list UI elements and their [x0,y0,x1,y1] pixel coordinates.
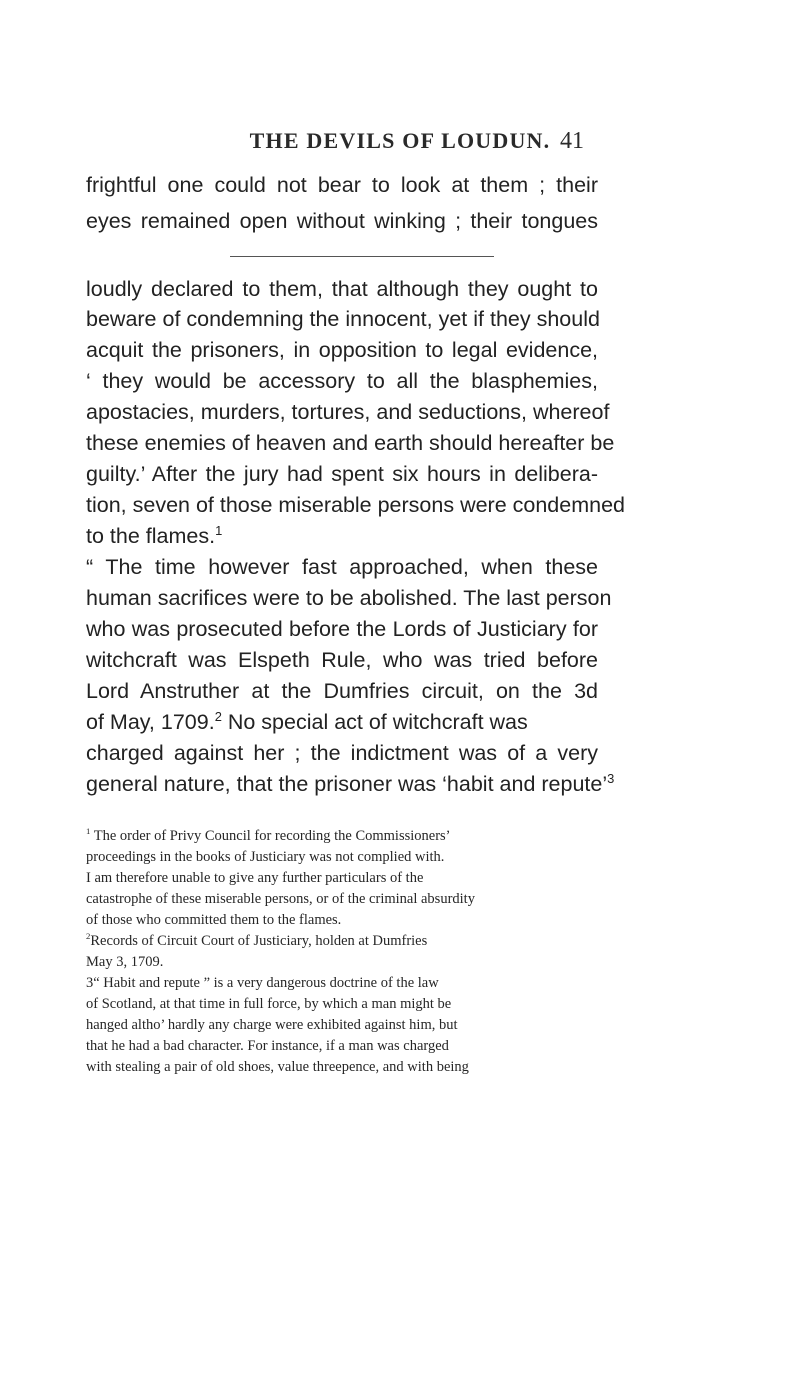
body-line: these enemies of heaven and earth should hereafter be [86,431,615,455]
body-line: apostacies, murders, tortures, and seductions, whereof [86,400,610,424]
footnote-line: of those who committed them to the flames. [86,912,342,928]
body-line: eyes remained open without winking ; their tongues [86,209,598,233]
footnote-line [86,828,598,845]
footnote-text: Records of Circuit Court of Justiciary, holden at Dumfries [90,933,428,949]
footnote-line: proceedings in the books of Justiciary was not complied with. [86,849,445,865]
footnote-line [86,975,598,992]
body-line: tion, seven of those miserable persons were condemned [86,493,626,517]
body-line-text: general nature, that the prisoner was ‘habit and repute’ [86,772,608,796]
footnote-line: hanged altho’ hardly any charge were exhibited against him, but [86,1017,458,1033]
body-line-text: to the flames. [86,524,216,548]
body-line: guilty.’ After the jury had spent six hours in delibera- [86,462,598,486]
body-line: charged against her ; the indictment was of a very [86,741,598,765]
running-header: THE DEVILS OF LOUDUN. [249,128,551,153]
body-line: human sacrifices were to be abolished. The last person [86,586,612,610]
footnote-line: with stealing a pair of old shoes, value threepence, and with being [86,1059,469,1075]
body-line [86,524,598,549]
page-number: 41 [560,128,584,154]
footnote-text: “ Habit and repute ” is a very dangerous doctrine of the law [93,975,439,991]
footnote-line: catastrophe of these miserable persons, or of the criminal absurdity [86,891,475,907]
body-line-text: No special act of witchcraft was [221,710,528,734]
section-rule [230,256,494,257]
body-line: “ The time however fast approached, when these [86,555,598,579]
footnote-line: I am therefore unable to give any further particulars of the [86,870,424,886]
footnote-line: that he had a bad character. For instance, if a man was charged [86,1038,449,1054]
footnote-line: May 3, 1709. [86,954,164,970]
footnote-text: The order of Privy Council for recording the Commissioners’ [93,828,451,844]
body-line: who was prosecuted before the Lords of Justiciary for [86,617,598,641]
body-line: ‘ they would be accessory to all the blasphemies, [86,369,598,393]
body-line [86,710,598,735]
footnote-line: of Scotland, at that time in full force, by which a man might be [86,996,452,1012]
body-line: loudly declared to them, that although they ought to [86,277,598,301]
footnote-marker: 1 [86,826,91,837]
body-line [86,770,615,797]
footnote-marker: 3 [607,770,615,786]
body-line: acquit the prisoners, in opposition to legal evidence, [86,338,598,362]
footnote-marker: 2 [214,708,222,724]
footnote-marker: 3 [86,975,94,991]
footnote-marker: 1 [215,522,223,538]
footnote-marker: 2 [86,931,91,942]
body-line: Lord Anstruther at the Dumfries circuit, on the 3d [86,679,598,703]
body-line-text: of May, 1709. [86,710,215,734]
body-line: frightful one could not bear to look at them ; their [86,173,598,197]
footnote-line [86,933,598,950]
body-line: witchcraft was Elspeth Rule, who was tried before [86,648,598,672]
body-line: beware of condemning the innocent, yet if they should [86,307,600,331]
